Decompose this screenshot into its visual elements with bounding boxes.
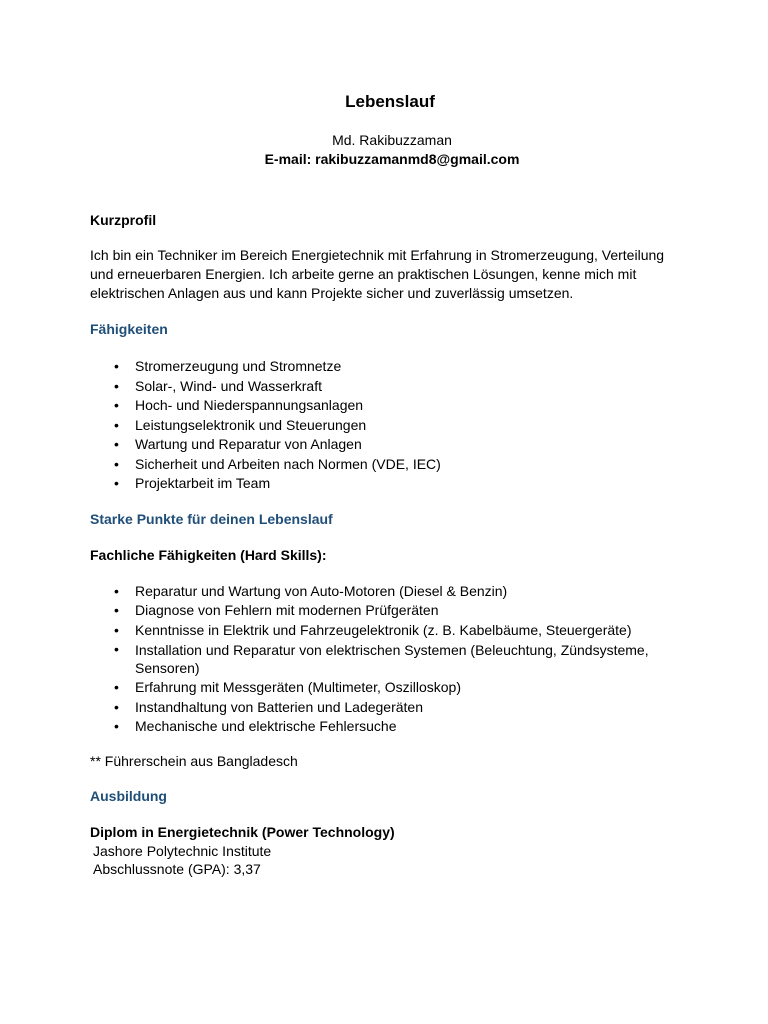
- list-item: • Hoch- und Niederspannungsanlagen: [90, 396, 680, 416]
- document-body: [90, 211, 680, 879]
- list-item: • Stromerzeugung und Stromnetze: [90, 357, 680, 377]
- education-grade: Abschlussnote (GPA): 3,37: [93, 861, 261, 877]
- bullet-icon: •: [114, 602, 119, 618]
- list-item: • Installation und Reparatur von elektrischen Systemen (Beleuchtung, Zündsysteme, Sensoren): [114, 641, 649, 676]
- list-item: • Projektarbeit im Team: [90, 474, 680, 494]
- bullet-icon: •: [114, 641, 119, 657]
- faehigkeiten-list: [90, 357, 680, 494]
- section-heading-ausbildung: Ausbildung: [90, 787, 167, 804]
- bullet-icon: •: [114, 698, 119, 715]
- bullet-icon: •: [114, 358, 119, 374]
- bullet-icon: •: [114, 621, 119, 638]
- bullet-icon: •: [114, 436, 119, 452]
- list-item: • Solar-, Wind- und Wasserkraft: [90, 377, 680, 397]
- bullet-icon: •: [114, 416, 119, 433]
- list-item: • Sicherheit und Arbeiten nach Normen (VDE, IEC): [90, 455, 680, 475]
- bullet-icon: •: [114, 582, 119, 599]
- bullet-icon: •: [114, 377, 119, 394]
- education-degree: Diplom in Energietechnik (Power Technology): [90, 823, 395, 840]
- kurzprofil-text: Ich bin ein Techniker im Bereich Energietechnik mit Erfahrung in Stromerzeugung, Verteilung und erneuerbaren Energien. Ich arbeite gerne an praktischen Lösungen, kenne mich mit elektrischen Anlagen aus und kann Projekte sicher und zuverlässig umsetzen.: [90, 247, 665, 301]
- education-institute: Jashore Polytechnic Institute: [93, 842, 272, 859]
- section-heading-starke-punkte: Starke Punkte für deinen Lebenslauf: [90, 510, 333, 527]
- list-item: • Instandhaltung von Batterien und Ladegeräten: [90, 698, 680, 718]
- bullet-icon: •: [114, 455, 119, 472]
- list-item: • Diagnose von Fehlern mit modernen Prüfgeräten: [90, 601, 680, 621]
- list-item: • Mechanische und elektrische Fehlersuche: [90, 717, 680, 737]
- driving-license-note: ** Führerschein aus Bangladesch: [90, 752, 298, 769]
- applicant-email: E-mail: rakibuzzamanmd8@gmail.com: [264, 151, 520, 167]
- list-item: • Reparatur und Wartung von Auto-Motoren (Diesel & Benzin): [90, 582, 680, 602]
- list-item: • Wartung und Reparatur von Anlagen: [90, 435, 680, 455]
- bullet-icon: •: [114, 475, 119, 491]
- list-item: • Erfahrung mit Messgeräten (Multimeter, Oszilloskop): [90, 678, 680, 698]
- list-item: • Kenntnisse in Elektrik und Fahrzeugelektronik (z. B. Kabelbäume, Steuergeräte): [90, 621, 680, 641]
- list-item: • Leistungselektronik und Steuerungen: [90, 416, 680, 436]
- document-title: Lebenslauf: [345, 92, 435, 111]
- bullet-icon: •: [114, 718, 119, 734]
- bullet-icon: •: [114, 397, 119, 413]
- section-heading-hard-skills: Fachliche Fähigkeiten (Hard Skills):: [90, 546, 327, 563]
- hard-skills-list: [90, 582, 680, 737]
- bullet-icon: •: [114, 679, 119, 695]
- section-heading-faehigkeiten: Fähigkeiten: [90, 321, 168, 337]
- applicant-name: Md. Rakibuzzaman: [332, 132, 452, 148]
- section-heading-kurzprofil: Kurzprofil: [90, 212, 157, 228]
